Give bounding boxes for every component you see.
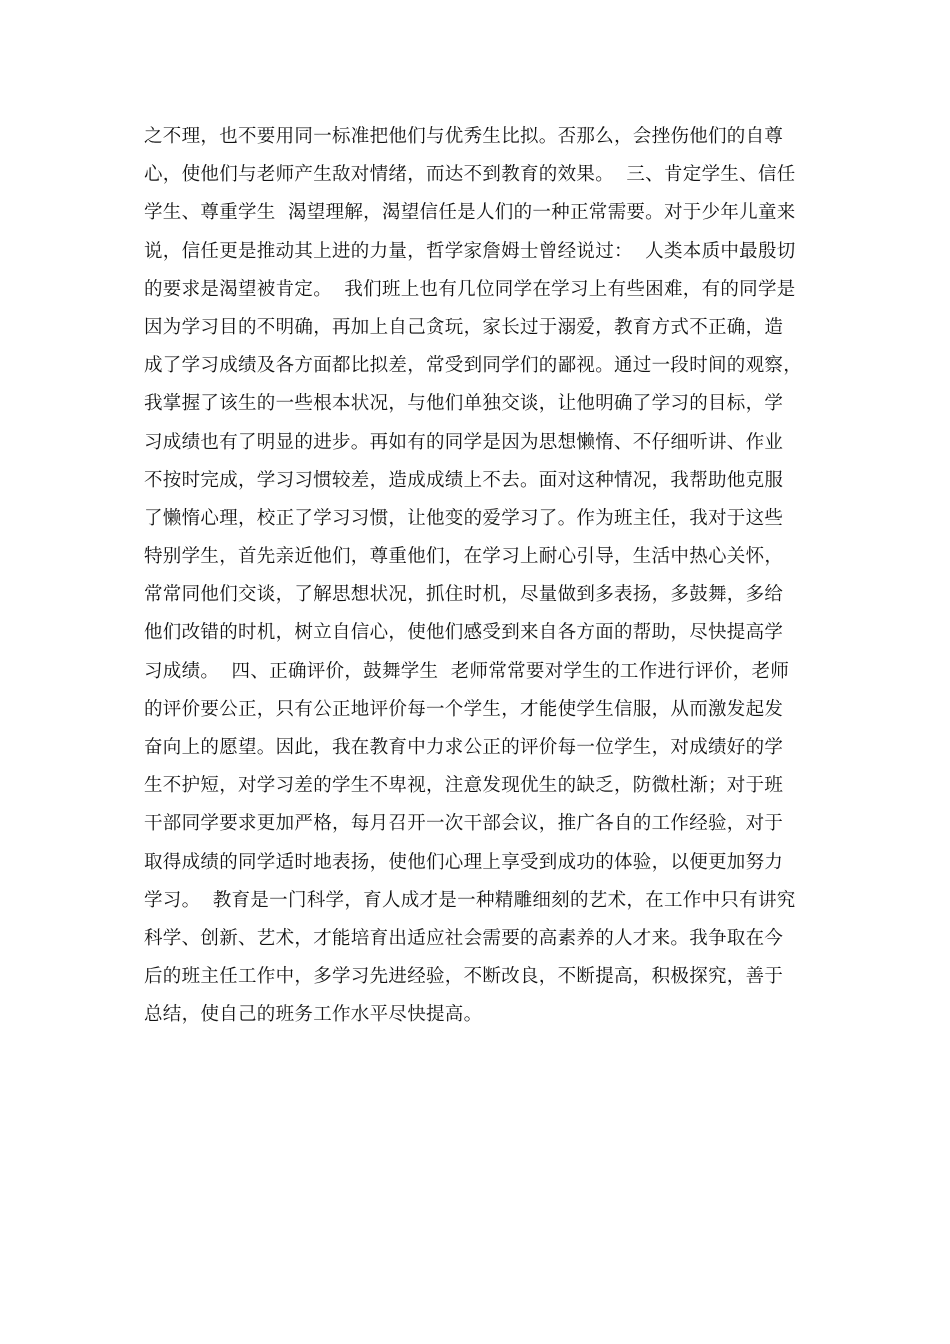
text-line: 取得成绩的同学适时地表扬，使他们心理上享受到成功的体验，以便更加努力: [144, 851, 784, 873]
text-line: 因为学习目的不明确，再加上自己贪玩，家长过于溺爱，教育方式不正确，造: [144, 316, 784, 338]
text-line: 之不理，也不要用同一标准把他们与优秀生比拟。否那么，会挫伤他们的自尊: [144, 126, 784, 147]
text-line: 常常同他们交谈，了解思想状况，抓住时机，尽量做到多表扬，多鼓舞，多给: [144, 584, 784, 606]
text-line: 心，使他们与老师产生敌对情绪，而达不到教育的效果。 三、肯定学生、信任: [144, 164, 796, 186]
text-line: 干部同学要求更加严格，每月召开一次干部会议，推广各自的工作经验，对于: [144, 813, 784, 835]
text-line: 生不护短，对学习差的学生不卑视，注意发现优生的缺乏，防微杜渐；对于班: [144, 775, 784, 797]
text-line: 成了学习成绩及各方面都比拟差，常受到同学们的鄙视。通过一段时间的观察，: [144, 355, 803, 377]
text-line: 奋向上的愿望。因此，我在教育中力求公正的评价每一位学生，对成绩好的学: [144, 737, 784, 758]
text-line: 我掌握了该生的一些根本状况，与他们单独交谈，让他明确了学习的目标，学: [144, 393, 784, 415]
text-line: 不按时完成，学习习惯较差，造成成绩上不去。面对这种情况，我帮助他克服: [144, 469, 784, 491]
text-line: 学习。 教育是一门科学，育人成才是一种精雕细刻的艺术，在工作中只有讲究: [144, 889, 796, 911]
text-line: 了懒惰心理，校正了学习习惯，让他变的爱学习了。作为班主任，我对于这些: [144, 507, 784, 529]
text-line: 科学、创新、艺术，才能培育出适应社会需要的高素养的人才来。我争取在今: [144, 927, 784, 949]
text-line: 特别学生，首先亲近他们，尊重他们，在学习上耐心引导，生活中热心关怀，: [144, 546, 784, 568]
text-line: 后的班主任工作中，多学习先进经验，不断改良，不断提高，积极探究，善于: [144, 966, 784, 988]
text-line: 习成绩也有了明显的进步。再如有的同学是因为思想懒惰、不仔细听讲、作业: [144, 431, 784, 453]
text-line: 他们改错的时机，树立自信心，使他们感受到来自各方面的帮助，尽快提高学: [144, 622, 784, 644]
text-line: 的评价要公正，只有公正地评价每一个学生，才能使学生信服，从而激发起发: [144, 698, 784, 720]
text-line: 说，信任更是推动其上进的力量，哲学家詹姆士曾经说过： 人类本质中最殷切: [144, 240, 796, 262]
text-line: 总结，使自己的班务工作水平尽快提高。: [144, 1004, 483, 1026]
text-line: 习成绩。 四、正确评价，鼓舞学生 老师常常要对学生的工作进行评价，老师: [144, 660, 790, 682]
text-line: 学生、尊重学生 渴望理解，渴望信任是人们的一种正常需要。对于少年儿童来: [144, 202, 796, 224]
text-line: 的要求是渴望被肯定。 我们班上也有几位同学在学习上有些困难，有的同学是: [144, 278, 796, 300]
body-text: [144, 118, 814, 1035]
